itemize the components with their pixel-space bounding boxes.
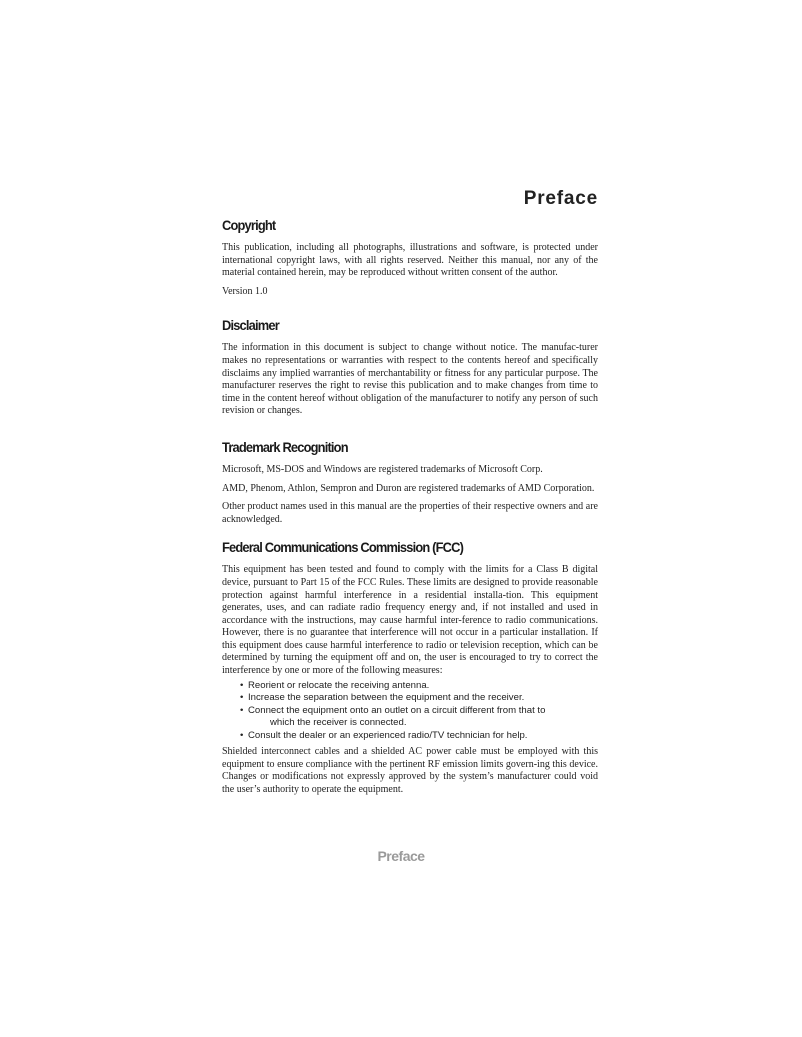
trademark-paragraph-amd: AMD, Phenom, Athlon, Sempron and Duron are registered trademarks of AMD Corporation. — [222, 482, 595, 494]
bullet-icon: • — [240, 679, 244, 691]
fcc-intro-paragraph: This equipment has been tested and found to comply with the limits for a Class B digital device, pursuant to Part 15 of the FCC Rules. These limits are designed to provide reasonable protection against harmful interference in a residential installa-tion. This equipment generates, uses, and can radiate radio frequency energy and, if not installed and used in accordance with the instructions, may cause harmful inter-ference to radio communications. However, there is no guarantee that interference will not occur in a particular installation. If this equipment does cause harmful interference to radio or television reception, which can be determined by turning the equipment off and on, the user is encouraged to try to correct the interference by one or more of the following measures: — [222, 564, 598, 677]
version-text: Version 1.0 — [222, 285, 268, 297]
trademark-paragraph-other: Other product names used in this manual are the properties of their respective owners and are acknowledged. — [222, 501, 598, 525]
page-footer-label: Preface — [377, 848, 425, 864]
disclaimer-section — [222, 316, 598, 418]
trademark-heading: Trademark Recognition — [222, 438, 348, 455]
list-item — [240, 692, 598, 705]
list-item — [240, 730, 598, 743]
bullet-icon: • — [240, 692, 244, 704]
copyright-paragraph: This publication, including all photographs, illustrations and software, is protected under international copyright laws, with all rights reserved. Neither this manual, nor any of the material contained herein, may be reproduced without written consent of the author. — [222, 242, 598, 279]
list-item — [240, 680, 598, 693]
measure-text: Connect the equipment onto an outlet on a circuit different from that to — [248, 704, 546, 716]
list-item — [240, 705, 598, 730]
measure-text: Consult the dealer or an experienced radio/TV technician for help. — [248, 729, 528, 741]
copyright-heading: Copyright — [222, 217, 276, 233]
trademark-section — [222, 438, 598, 526]
bullet-icon: • — [240, 704, 244, 716]
document-page — [222, 188, 598, 811]
copyright-section — [222, 216, 598, 298]
fcc-section — [222, 538, 598, 796]
bullet-icon: • — [240, 729, 244, 741]
trademark-paragraph-microsoft: Microsoft, MS-DOS and Windows are registered trademarks of Microsoft Corp. — [222, 463, 543, 475]
fcc-heading: Federal Communications Commission (FCC) — [222, 539, 464, 556]
fcc-closing-paragraph: Shielded interconnect cables and a shielded AC power cable must be employed with this equipment to ensure compliance with the pertinent RF emission limits govern-ing this device. Changes or modifications not expressly approved by the system’s manufacturer could void the user’s authority to operate the equipment. — [222, 746, 598, 795]
measure-text: Reorient or relocate the receiving antenna. — [248, 679, 430, 691]
fcc-measures-list — [240, 680, 598, 743]
measure-text-continued: which the receiver is connected. — [270, 717, 407, 729]
measure-text: Increase the separation between the equipment and the receiver. — [248, 692, 525, 704]
page-title: Preface — [523, 188, 598, 209]
disclaimer-paragraph: The information in this document is subject to change without notice. The manufac-turer makes no representations or warranties with respect to the contents hereof and specifically disclaims any implied warranties of merchantability or fitness for any particular purpose. The manufacturer reserves the right to revise this publication and to make changes from time to time in the content hereof without obligation of the manufacturer to notify any person of such revision or changes. — [222, 342, 598, 417]
disclaimer-heading: Disclaimer — [222, 317, 279, 334]
